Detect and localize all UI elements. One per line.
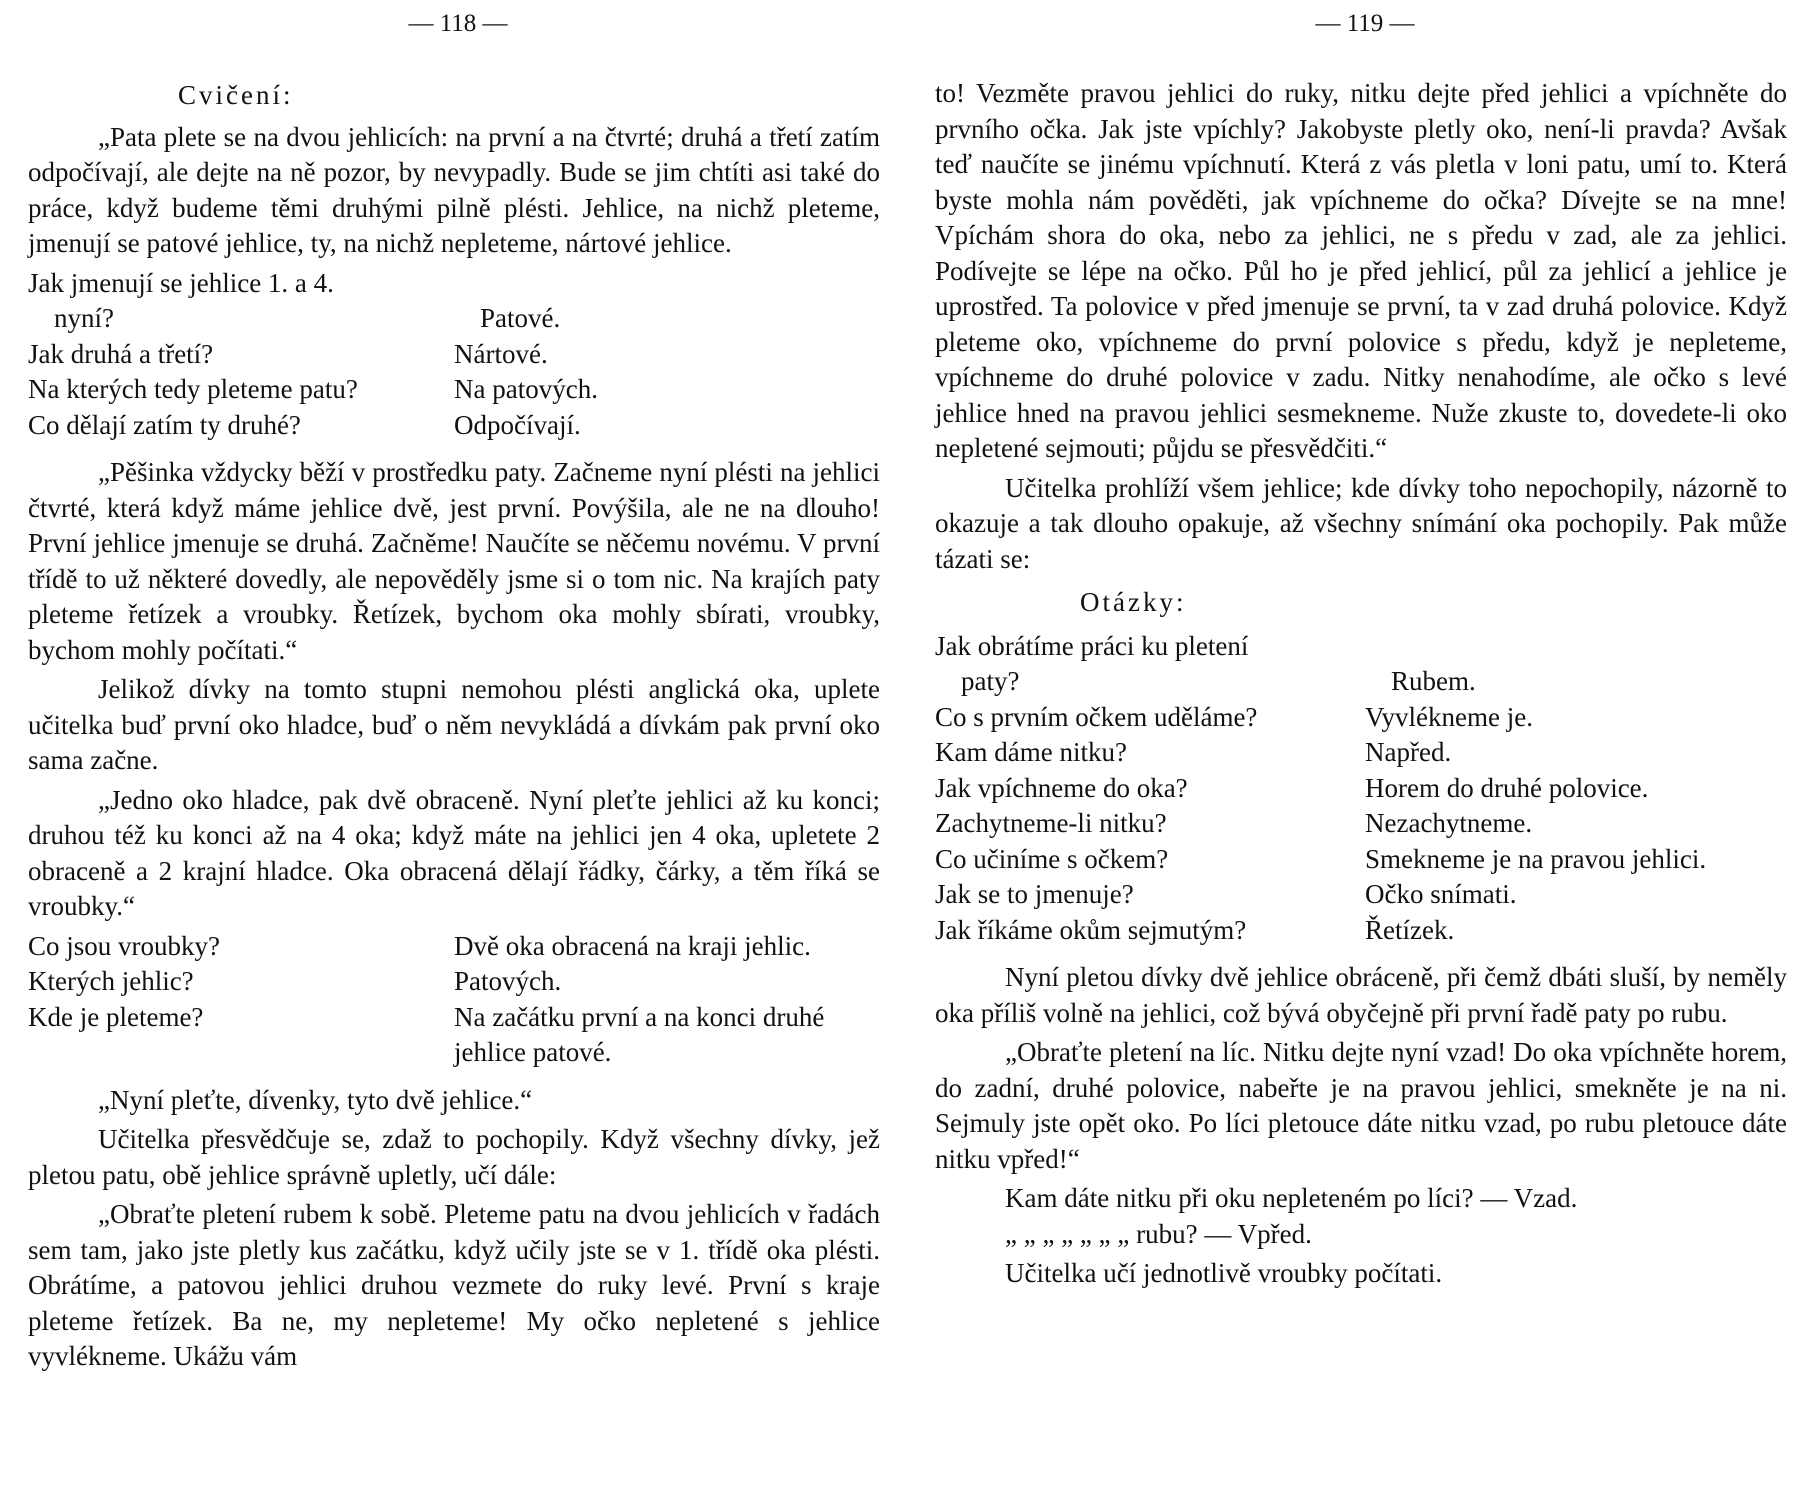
qa-row [28, 372, 880, 408]
qa-answer: Nezachytneme. [1365, 808, 1533, 838]
page-body [935, 76, 1787, 1296]
paragraph: „Nyní pleťte, dívenky, tyto dvě jehlice.“ [98, 1084, 533, 1115]
qa-question: nyní? [54, 303, 114, 333]
section-heading: Cvičení: [178, 80, 294, 110]
qa-answer: Očko snímati. [1365, 879, 1517, 909]
paragraph: „Obraťte pletení na líc. Nitku dejte nyní vzad! Do oka vpíchněte horem, do zadní, druhé polovice, nabeřte je na pravou jehlici, smekněte je na ni. Sejmuly jste opět oko. Po líci pletouce dáte nitku vzad, po rubu pletouce dáte nitku vpřed!“ [935, 1037, 1787, 1174]
qa-question: paty? [961, 666, 1020, 696]
paragraph: Učitelka učí jednotlivě vroubky počítati. [1005, 1258, 1443, 1288]
qa-answer: Vyvlékneme je. [1365, 701, 1533, 732]
qa-question: Kterých jehlic? [28, 966, 194, 996]
qa-line: Kam dáte nitku při oku nepleteném po líci? — Vzad. [1005, 1183, 1578, 1213]
qa-answer: Řetízek. [1365, 914, 1455, 945]
qa-row [935, 771, 1787, 807]
qa-block [28, 266, 880, 444]
paragraph: „Jedno oko hladce, pak dvě obraceně. Nyní pleťte jehlici až ku konci; druhou též ku konci až na 4 oka; když máte na jehlici jen 4 oka, upletete 2 obraceně a 2 krajní hladce. Oka obracená dělají řádky, čárky, a těm říká se vroubky.“ [28, 784, 880, 921]
paragraph: „Pěšinka vždycky běží v prostředku paty. Začneme nyní plésti na jehlici čtvrté, která když máme jehlice dvě, jest první. Povýšila, ale ne na dlouho! První jehlice jmenuje se druhá. Začněme! Naučíte se něčemu novému. V první třídě to už některé dovedly, ale nepověděly jsme si o tom nic. Na krajích paty pleteme řetízek a vroubky. Řetízek, bychom oka mohly sbírati, vroubky, bychom mohly počítati.“ [28, 457, 880, 665]
qa-answer: Na patových. [454, 374, 598, 404]
qa-row [28, 337, 880, 373]
qa-question: Jak obrátíme práci ku pletení [935, 630, 1249, 661]
page-number: — 118 — [408, 10, 508, 37]
qa-row [935, 877, 1787, 913]
qa-answer: Na začátku první a na konci druhé jehlice patové. [454, 1001, 825, 1067]
qa-question: Jak říkáme okům sejmutým? [935, 914, 1247, 945]
qa-question: Co učiníme s očkem? [935, 843, 1169, 874]
qa-row [28, 301, 880, 337]
qa-answer: Smekneme je na pravou jehlici. [1365, 843, 1707, 874]
qa-row [935, 664, 1787, 700]
paragraph: Jelikož dívky na tomto stupni nemohou plésti anglická oka, uplete učitelka buď první oko hladce, buď o něm nevykládá a dívkám pak první oko sama začne. [28, 674, 880, 775]
paragraph: Učitelka prohlíží všem jehlice; kde dívky toho nepochopily, názorně to okazuje a tak dlouho opakuje, až všechny snímání oka pochopily. Pak může tázati se: [935, 472, 1787, 574]
qa-answer: Odpočívají. [454, 409, 581, 440]
qa-question: Jak vpíchneme do oka? [935, 772, 1188, 803]
qa-question: Na kterých tedy pleteme patu? [28, 374, 358, 404]
qa-block [935, 629, 1787, 949]
paragraph: Učitelka přesvědčuje se, zdaž to pochopily. Když všechny dívky, jež pletou patu, obě jehlice správně upletly, učí dále: [28, 1124, 880, 1190]
qa-question: Co jsou vroubky? [28, 930, 220, 961]
paragraph: „Pata plete se na dvou jehlicích: na první a na čtvrté; druhá a třetí zatím odpočívají, ale dejte na ně pozor, by nevypadly. Bude se jim chtíti asi také do práce, když budeme těmi druhými pilně plésti. Jehlice, na nichž pleteme, jmenují se patové jehlice, ty, na nichž nepleteme, nártové jehlice. [28, 121, 880, 258]
qa-answer: Nártové. [454, 338, 548, 369]
qa-row [935, 842, 1787, 878]
qa-row [935, 913, 1787, 949]
section-heading: Otázky: [1080, 587, 1187, 617]
qa-answer: Patové. [480, 303, 561, 333]
qa-block [28, 929, 880, 1071]
qa-question: Kam dáme nitku? [935, 737, 1127, 767]
paragraph: Nyní pletou dívky dvě jehlice obráceně, při čemž dbáti sluší, by neměly oka příliš volně na jehlici, což bývá obyčejně při první řadě paty po rubu. [935, 962, 1787, 1028]
qa-row [28, 408, 880, 444]
qa-question: Kde je pleteme? [28, 1001, 204, 1032]
qa-row [935, 806, 1787, 842]
qa-answer: Napřed. [1365, 737, 1452, 767]
page-body [28, 78, 880, 1379]
qa-question: Jak druhá a třetí? [28, 338, 214, 369]
qa-question: Co s prvním očkem uděláme? [935, 701, 1258, 732]
paragraph: „Obraťte pletení rubem k sobě. Pleteme patu na dvou jehlicích v řadách sem tam, jako jste pletly kus začátku, když učily jste se v 1. třídě oka plésti. Obrátíme, a patovou jehlici druhou vezmete do ruky levé. První s kraje pleteme řetízek. Ba ne, my nepleteme! My očko nepletené s jehlice vyvlékneme. Ukážu vám [28, 1199, 880, 1371]
qa-line: „ „ „ „ „ „ „ rubu? — Vpřed. [1005, 1218, 1312, 1249]
left-page [28, 0, 888, 1500]
qa-answer: Patových. [454, 966, 562, 996]
page-number: — 119 — [1315, 10, 1415, 37]
qa-question: Jak jmenují se jehlice 1. a 4. [28, 267, 334, 298]
qa-row [935, 735, 1787, 771]
qa-question: Co dělají zatím ty druhé? [28, 409, 301, 440]
qa-answer: Rubem. [1391, 666, 1476, 696]
paragraph: to! Vezměte pravou jehlici do ruky, nitku dejte před jehlici a vpíchněte do prvního očka. Jak jste vpíchly? Jakobyste pletly oko, není-li pravda? Avšak teď naučíte se jinému vpíchnutí. Která z vás pletla v loni patu, umí to. Která byste mohla nám pověděti, jak vpíchneme do očka? Dívejte se na mne! Vpíchám shora do oka, nebo za jehlici, ne s předu v zad, ale za jehlici. Podívejte se lépe na očko. Půl ho je před jehlicí, půl za jehlicí a jehlice je uprostřed. Ta polovice v před jmenuje se první, ta v zad druhá polovice. Když pleteme oko, vpíchneme do první polovice s předu, když je nepleteme, vpíchneme do druhé polovice v zadu. Nitky nenahodíme, ale očko s levé jehlice hned na pravou jehlici sesmekneme. Nuže zkuste to, dovedete-li oko nepletené sejmouti; půjdu se přesvědčiti.“ [935, 78, 1787, 463]
qa-answer: Horem do druhé polovice. [1365, 772, 1649, 803]
qa-row [28, 929, 880, 965]
qa-question: Jak se to jmenuje? [935, 879, 1134, 909]
qa-row [28, 964, 880, 1000]
question-answer-lines [935, 1181, 1787, 1252]
qa-row [28, 1000, 880, 1071]
qa-question: Zachytneme-li nitku? [935, 808, 1167, 838]
right-page [935, 0, 1795, 1500]
qa-answer: Dvě oka obracená na kraji jehlic. [454, 930, 811, 961]
qa-row [935, 700, 1787, 736]
qa-intro-row [935, 629, 1787, 665]
qa-intro-row [28, 266, 880, 302]
